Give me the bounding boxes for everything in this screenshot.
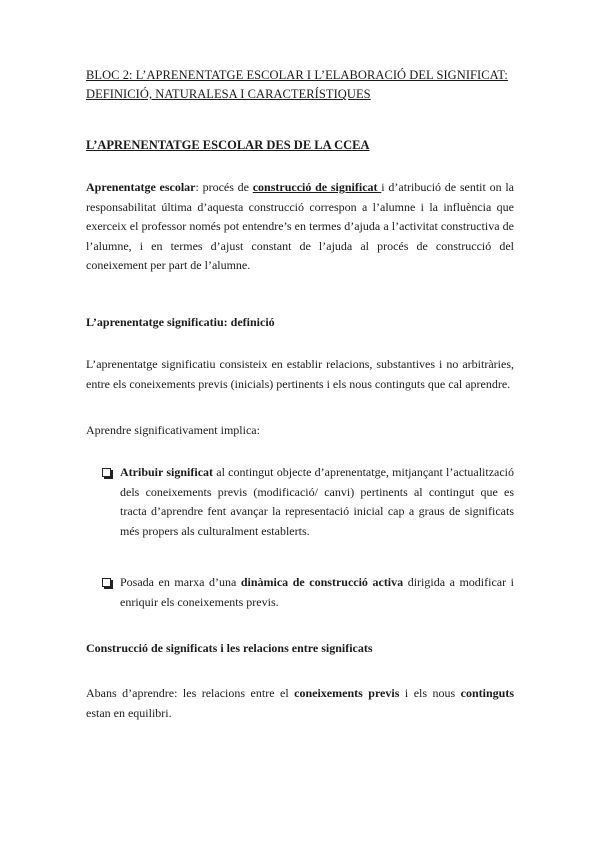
title-line-1: BLOC 2: L’APRENENTATGE ESCOLAR I L’ELABORACIÓ DEL SIGNIFICAT: [86,68,508,82]
definition-emphasis: construcció de significat [252,180,382,194]
page-title [86,66,514,104]
definition-paragraph: Aprenentatge escolar: procés de construcció de significat i d’atribució de sentit on la responsabilitat última d’aquesta construcció correspon a l’alumne i la influència que exerceix el professor només pot entendre’s en termes d’ajuda a l’activitat constructiva de l’alumne, i en termes d’ajust constant de l’ajuda al procés de construcció del coneixement per part de l’alumne. [86,180,514,272]
checkbox-bullet-icon [102,578,111,587]
section-heading-construction: Construcció de significats i les relacions entre significats [86,641,373,655]
section-heading-definition: L’aprenentatge significatiu: definició [86,315,275,329]
definition-term: Aprenentatge escolar [86,180,196,194]
implies-intro: Aprendre significativament implica: [86,423,260,437]
checkbox-bullet-icon [102,468,111,477]
before-learning-paragraph: Abans d’aprendre: les relacions entre el coneixements previs i els nous continguts estan en equilibri. [86,686,514,720]
significant-learning-paragraph: L’aprenentatge significatiu consisteix en establir relacions, substantives i no arbitràries, entre els coneixements previs (inicials) pertinents i els nous continguts que cal aprendre. [86,357,514,391]
list-item: Posada en marxa d’una dinàmica de construcció activa dirigida a modificar i enriquir els coneixements previs. [103,573,514,612]
main-heading: L’APRENENTATGE ESCOLAR DES DE LA CCEA [86,138,370,152]
title-line-2: DEFINICIÓ, NATURALESA I CARACTERÍSTIQUES [86,87,371,101]
list-item: Atribuir significat al contingut objecte d’aprenentatge, mitjançant l’actualització dels coneixements previs (modificació/ canvi) pertinents al contingut que es tracta d’aprendre fent avançar la representació inicial cap a graus de significats més propers als culturalment establerts. [103,463,514,541]
